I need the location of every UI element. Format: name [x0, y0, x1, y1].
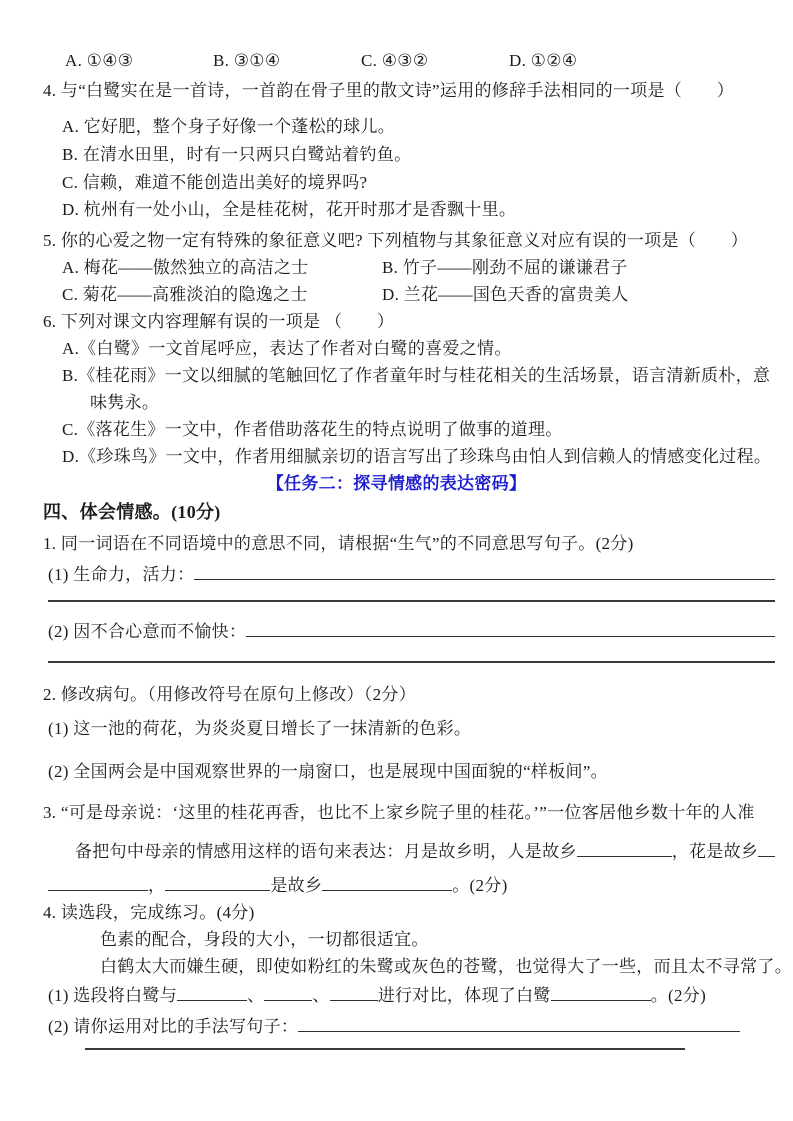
section4-heading: 四、体会情感。(10分) [43, 502, 221, 522]
answer-rule [48, 661, 775, 663]
s4-q4-sub1-sep2: 、 [312, 986, 330, 1005]
answer-blank [48, 888, 148, 891]
s4-q3-line2-text2: ，花是故乡 [671, 842, 759, 861]
s4-q4-sub1-sep1: 、 [247, 986, 265, 1005]
s4-q2-sub1: (1) 这一池的荷花，为炎炎夏日增长了一抹清新的色彩。 [48, 719, 472, 738]
s4-q3-line2 [75, 838, 775, 865]
q5-option-a: A. 梅花——傲然独立的高洁之士 [62, 258, 309, 277]
s4-q4-sub2-label: (2) 请你运用对比的手法写句子： [48, 1017, 299, 1036]
prior-option-d: D. ①②④ [509, 51, 578, 70]
answer-blank [264, 998, 312, 1001]
q6-option-a: A.《白鹭》一文首尾呼应，表达了作者对白鹭的喜爱之情。 [62, 339, 512, 358]
q4-option-a: A. 它好肥，整个身子好像一个蓬松的球儿。 [62, 117, 396, 136]
q5-stem: 5. 你的心爱之物一定有特殊的象征意义吧? 下列植物与其象征意义对应有误的一项是（ ） [43, 231, 748, 250]
answer-blank [758, 854, 775, 857]
answer-blank [577, 854, 672, 857]
s4-q3-line1: 3. “可是母亲说：‘这里的桂花再香，也比不上家乡院子里的桂花。’”一位客居他乡数十年的人准 [43, 803, 755, 822]
answer-blank [298, 1029, 740, 1032]
prior-option-b: B. ③①④ [213, 51, 281, 70]
answer-blank [551, 998, 651, 1001]
q5-option-d: D. 兰花——国色天香的富贵美人 [382, 285, 629, 304]
q5-options-row-1 [0, 254, 793, 281]
s4-q2-sub2: (2) 全国两会是中国观察世界的一扇窗口，也是展现中国面貌的“样板间”。 [48, 762, 608, 781]
q5-options-row-2 [0, 281, 793, 308]
q5-option-b: B. 竹子——刚劲不屈的谦谦君子 [382, 258, 628, 277]
q4-option-d: D. 杭州有一处小山，全是桂花树，花开时那才是香飘十里。 [62, 200, 517, 219]
s4-q1-sub2-label: (2) 因不合心意而不愉快： [48, 622, 247, 641]
q6-option-b: B.《桂花雨》一文以细腻的笔触回忆了作者童年时与桂花相关的生活场景，语言清新质朴，意味隽永。 [62, 366, 771, 412]
answer-blank [330, 998, 378, 1001]
prior-option-c: C. ④③② [361, 51, 429, 70]
prior-option-a: A. ①④③ [65, 51, 134, 70]
s4-q3-line3-text3: 。(2分) [452, 876, 508, 895]
q4-option-b: B. 在清水田里，时有一只两只白鹭站着钓鱼。 [62, 145, 412, 164]
s4-q3-line2-text1: 备把句中母亲的情感用这样的语句来表达：月是故乡明，人是故乡 [75, 842, 577, 861]
s4-q3-line3-text2: 是故乡 [270, 876, 323, 895]
answer-blank [165, 888, 270, 891]
q4-stem: 4. 与“白鹭实在是一首诗，一首韵在骨子里的散文诗”运用的修辞手法相同的一项是（ ） [43, 81, 734, 100]
answer-blank [246, 634, 775, 637]
s4-q4-sub2 [48, 1013, 740, 1040]
s4-q1-sub1 [48, 561, 775, 588]
q5-option-c: C. 菊花——高雅淡泊的隐逸之士 [62, 285, 308, 304]
q4-option-c: C. 信赖，难道不能创造出美好的境界吗? [62, 173, 368, 192]
s4-q4-sub1-text1: (1) 选段将白鹭与 [48, 986, 178, 1005]
s4-q1-stem: 1. 同一词语在不同语境中的意思不同，请根据“生气”的不同意思写句子。(2分) [43, 534, 634, 553]
answer-blank [194, 577, 775, 580]
s4-q1-sub1-label: (1) 生命力，活力： [48, 565, 195, 584]
s4-q4-passage-line1: 色素的配合，身段的大小，一切都很适宜。 [100, 930, 429, 949]
s4-q3-line3 [48, 872, 775, 899]
s4-q4-sub1-text2: 进行对比，体现了白鹭 [377, 986, 551, 1005]
answer-blank [177, 998, 247, 1001]
s4-q4-sub1-text3: 。(2分) [650, 986, 707, 1005]
s4-q3-line3-text1: ， [148, 876, 166, 895]
s4-q4-stem: 4. 读选段，完成练习。(4分) [43, 903, 255, 922]
answer-rule [48, 600, 775, 602]
s4-q4-passage-line2: 白鹤太大而嫌生硬，即使如粉红的朱鹭或灰色的苍鹭，也觉得大了一些，而且太不寻常了。 [100, 957, 792, 976]
s4-q1-sub2 [48, 618, 775, 645]
task2-banner: 【任务二：探寻情感的表达密码】 [266, 474, 527, 493]
prior-answer-options-row [0, 47, 793, 74]
q6-option-d: D.《珍珠鸟》一文中，作者用细腻亲切的语言写出了珍珠鸟由怕人到信赖人的情感变化过程。 [62, 447, 772, 466]
q6-option-c: C.《落花生》一文中，作者借助落花生的特点说明了做事的道理。 [62, 420, 563, 439]
answer-rule [85, 1048, 685, 1050]
s4-q4-sub1 [48, 982, 775, 1009]
s4-q2-stem: 2. 修改病句。（用修改符号在原句上修改）（2分） [43, 685, 416, 704]
q6-stem: 6. 下列对课文内容理解有误的一项是 （ ） [43, 312, 395, 331]
answer-blank [322, 888, 452, 891]
